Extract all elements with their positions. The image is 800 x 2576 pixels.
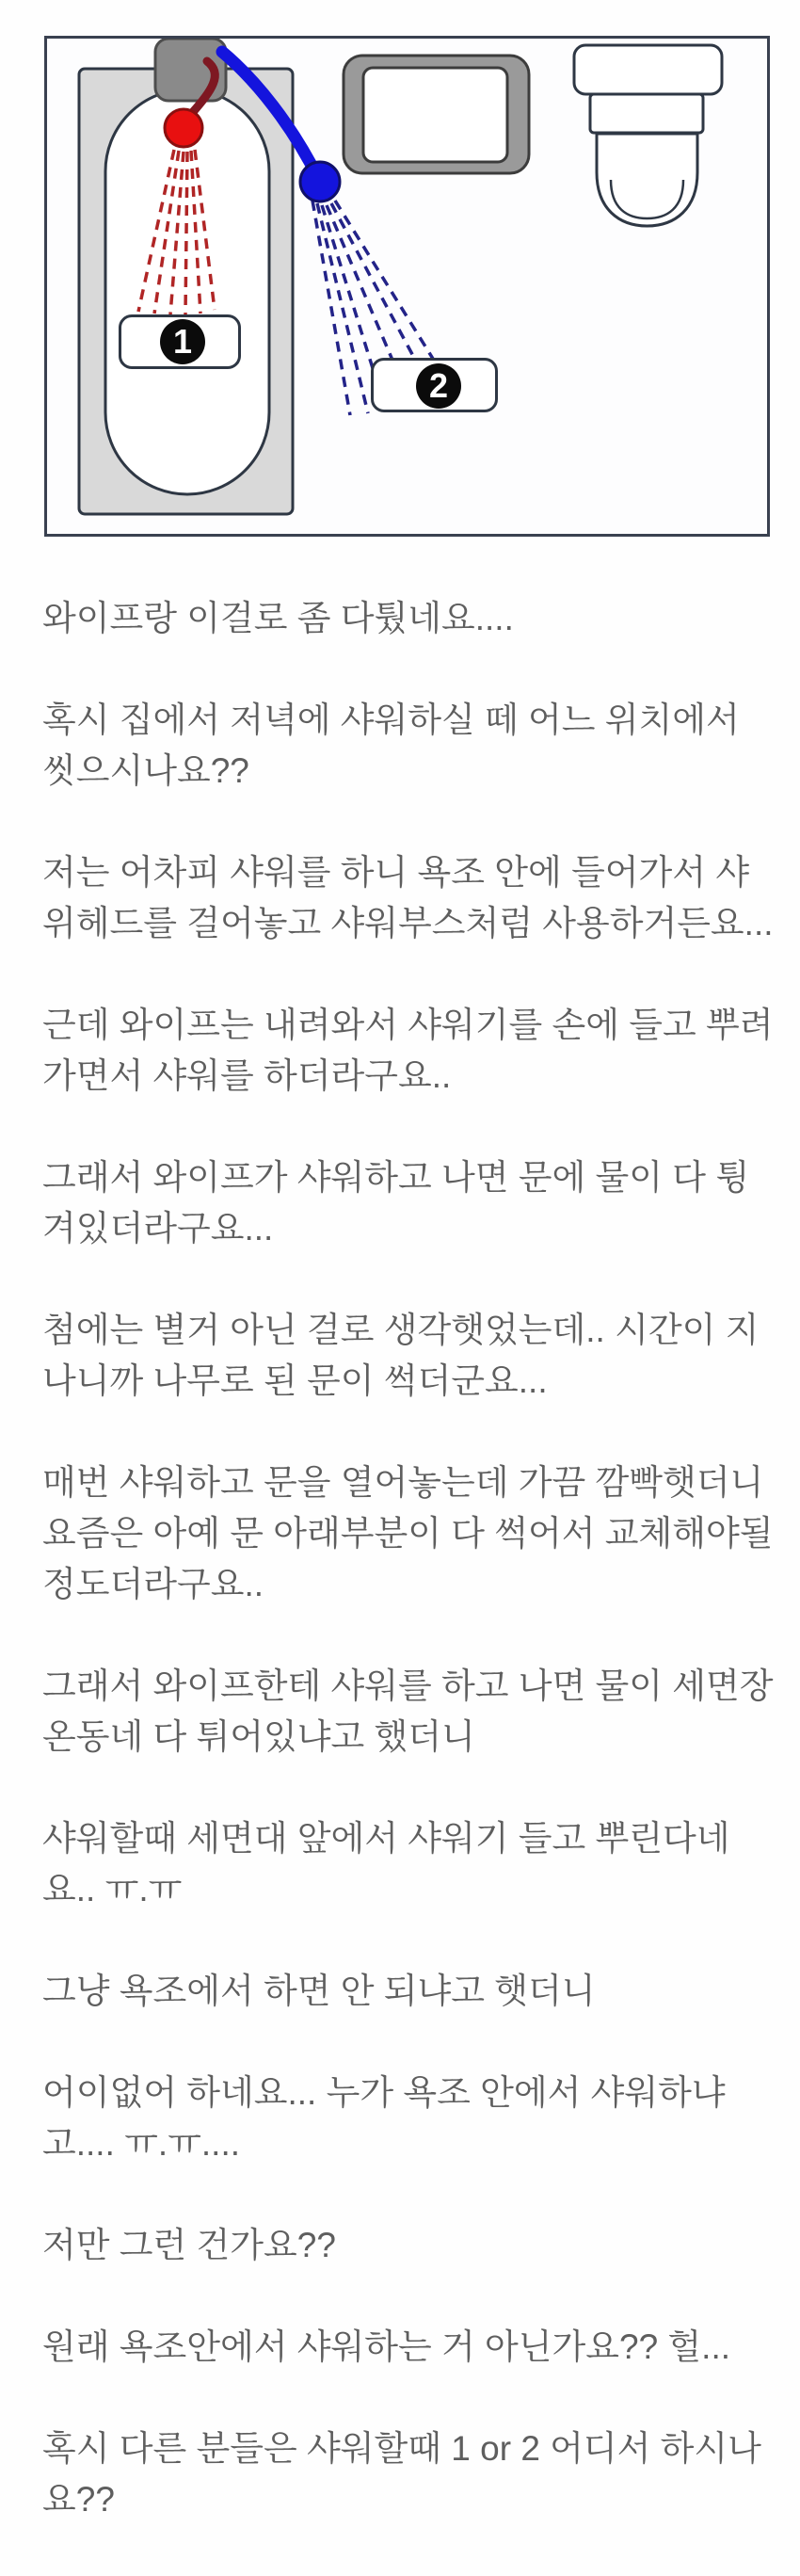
post-paragraph: 첨에는 별거 아닌 걸로 생각햇었는데.. 시간이 지나니까 나무로 된 문이 썩더군요... (42, 1311, 760, 1400)
post-paragraph: 저는 어차피 샤워를 하니 욕조 안에 들어가서 샤위헤드를 걸어놓고 샤워부스처럼 사용하거든요... (42, 853, 774, 942)
shower-head-position-2-marker (300, 162, 340, 201)
post-paragraph: 저만 그런 건가요?? (42, 2226, 336, 2264)
label-1-number: 1 (160, 319, 205, 364)
post-paragraph: 근데 와이프는 내려와서 샤워기를 손에 들고 뿌려가면서 샤워를 하더라구요.. (42, 1006, 774, 1095)
post-paragraph: 그냥 욕조에서 하면 안 되냐고 햇더니 (42, 1972, 596, 2010)
shower-head-position-1-marker (165, 109, 202, 147)
post-paragraph: 그래서 와이프한테 샤워를 하고 나면 물이 세면장 온동네 다 튀어있냐고 했더니 (42, 1666, 774, 1756)
toilet-seat-base (590, 94, 703, 133)
post-paragraph: 혹시 집에서 저녁에 샤워하실 떼 어느 위치에서 씻으시나요?? (42, 700, 740, 790)
label-2-number: 2 (416, 363, 461, 409)
toilet-tank-icon (574, 45, 722, 94)
bathroom-floorplan-diagram (44, 36, 770, 537)
post-paragraph: 그래서 와이프가 샤워하고 나면 문에 물이 다 튕겨있더라구요... (42, 1158, 750, 1248)
label-2-badge (371, 358, 498, 412)
post-paragraph: 혹시 다른 분들은 샤워할때 1 or 2 어디서 하시나요?? (42, 2429, 761, 2519)
sink-basin-icon (363, 68, 507, 162)
post-paragraph: 원래 욕조안에서 샤워하는 거 아닌가요?? 헐... (42, 2327, 731, 2366)
post-paragraph: 샤워할때 세면대 앞에서 샤워기 들고 뿌린다네요.. ㅠ.ㅠ (42, 1819, 730, 1908)
post-paragraph: 와이프랑 이걸로 좀 다퉜네요.... (42, 599, 514, 637)
post-paragraph: 어이없어 하네요... 누가 욕조 안에서 샤워하냐고.... ㅠ.ㅠ.... (42, 2073, 726, 2163)
floorplan-drawing (47, 39, 767, 534)
bathtub-icon (105, 89, 269, 494)
post-body (42, 593, 775, 2576)
post-paragraph: 매번 샤워하고 문을 열어놓는데 가끔 깜빡햇더니 요즘은 아예 문 아래부분이 다 썩어서 교체해야될 정도더라구요.. (42, 1463, 774, 1603)
label-1-badge (119, 314, 241, 369)
